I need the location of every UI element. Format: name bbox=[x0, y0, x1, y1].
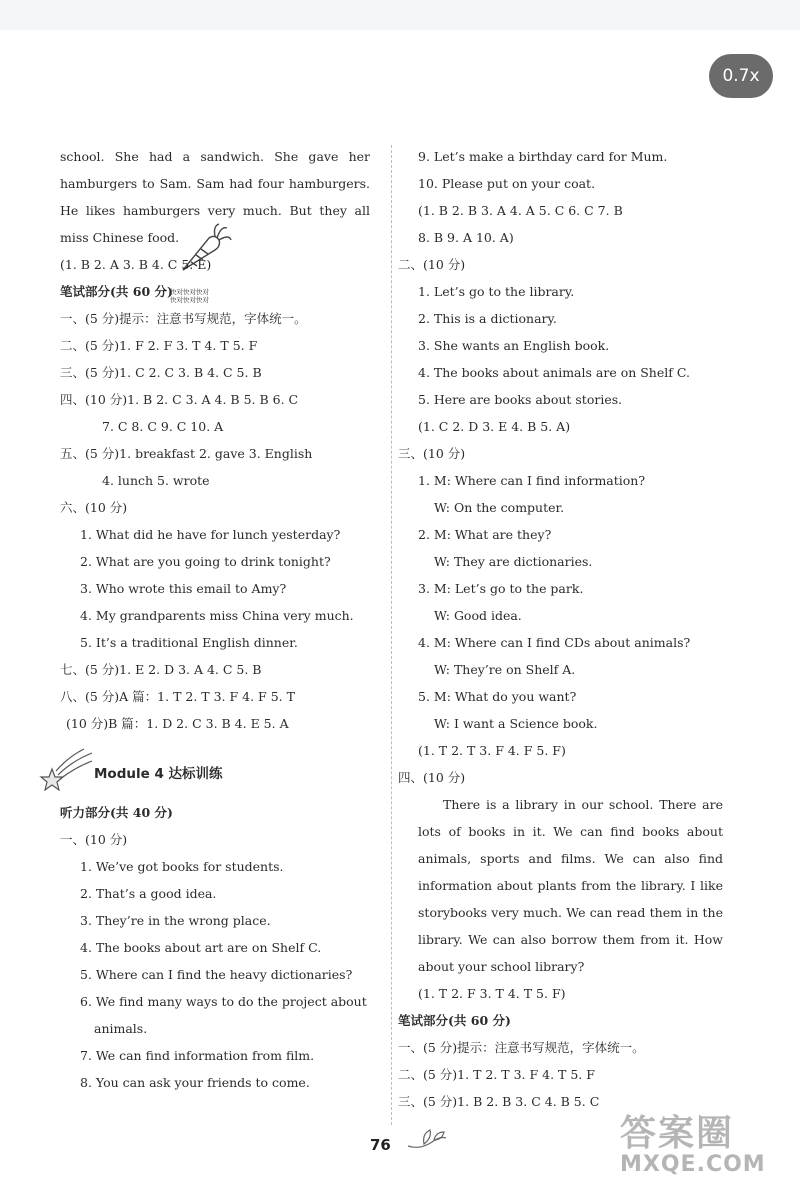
answer-line: (1. T 2. F 3. T 4. T 5. F) bbox=[418, 986, 566, 1001]
dialogue-w: W: I want a Science book. bbox=[434, 716, 598, 731]
answer-line: 二、(10 分) bbox=[398, 257, 466, 272]
answer-line: (1. B 2. A 3. B 4. C 5. E) bbox=[60, 257, 212, 272]
section-heading: 听力部分(共 40 分) bbox=[60, 805, 173, 820]
dialogue-w: W: They are dictionaries. bbox=[434, 554, 593, 569]
answer-line: (1. B 2. B 3. A 4. A 5. C 6. C 7. B bbox=[418, 203, 623, 218]
column-divider bbox=[391, 145, 393, 1125]
listening-item: 5. Where can I find the heavy dictionaries? bbox=[80, 967, 353, 982]
section-heading: 笔试部分(共 60 分) bbox=[60, 284, 173, 299]
answer-line: 三、(5 分)1. C 2. C 3. B 4. C 5. B bbox=[60, 365, 262, 380]
right-column bbox=[398, 143, 723, 1115]
reading-passage: There is a library in our school. There are lots of books in it. We can find books about animals, sports and films. We can also find information about plants from the library. I like storybooks very much. We can read them in the library. We can also borrow them from it. How about your school library? bbox=[418, 797, 723, 974]
left-column bbox=[60, 143, 370, 1096]
answer-line: 二、(5 分)1. F 2. F 3. T 4. T 5. F bbox=[60, 338, 258, 353]
module-title bbox=[60, 745, 370, 799]
sentence-item: 2. What are you going to drink tonight? bbox=[80, 554, 331, 569]
listening-item: 1. We’ve got books for students. bbox=[80, 859, 284, 874]
listening-item: 4. The books about art are on Shelf C. bbox=[80, 940, 322, 955]
sentence-item: 3. Who wrote this email to Amy? bbox=[80, 581, 287, 596]
sentence-item: 5. It’s a traditional English dinner. bbox=[80, 635, 298, 650]
listening-item: 2. That’s a good idea. bbox=[80, 886, 217, 901]
listening-item: 7. We can find information from film. bbox=[80, 1048, 315, 1063]
section-heading: 笔试部分(共 60 分) bbox=[398, 1013, 511, 1028]
answer-line: 一、(5 分)提示：注意书写规范，字体统一。 bbox=[398, 1040, 645, 1055]
answer-line: (1. C 2. D 3. E 4. B 5. A) bbox=[418, 419, 571, 434]
listening-item: 6. We find many ways to do the project about bbox=[80, 994, 367, 1009]
text-line: miss Chinese food. bbox=[60, 230, 180, 245]
listening-item: 8. You can ask your friends to come. bbox=[80, 1075, 310, 1090]
listening-item: 10. Please put on your coat. bbox=[418, 176, 596, 191]
watermark bbox=[620, 1105, 766, 1177]
answer-line: 三、(10 分) bbox=[398, 446, 466, 461]
carrot-note: 快对快对快对 快对快对快对 bbox=[170, 288, 209, 304]
dialogue-m: 1. M: Where can I find information? bbox=[418, 473, 646, 488]
answer-line: (10 分)B 篇：1. D 2. C 3. B 4. E 5. A bbox=[66, 716, 289, 731]
sentence-item: 1. What did he have for lunch yesterday? bbox=[80, 527, 341, 542]
answer-line: 8. B 9. A 10. A) bbox=[418, 230, 514, 245]
text-line: He likes hamburgers very much. But they all bbox=[60, 203, 370, 218]
module-title-text: Module 4 达标训练 bbox=[94, 766, 223, 782]
playback-speed-badge[interactable]: 0.7x bbox=[709, 54, 773, 98]
leaf-decoration-icon bbox=[406, 1126, 448, 1154]
answer-line: 五、(5 分)1. breakfast 2. gave 3. English bbox=[60, 446, 313, 461]
answer-line: 四、(10 分)1. B 2. C 3. A 4. B 5. B 6. C bbox=[60, 392, 299, 407]
answer-line: 三、(5 分)1. B 2. B 3. C 4. B 5. C bbox=[398, 1094, 600, 1109]
answer-line: (1. T 2. T 3. F 4. F 5. F) bbox=[418, 743, 566, 758]
answer-line: 六、(10 分) bbox=[60, 500, 128, 515]
dialogue-w: W: On the computer. bbox=[434, 500, 565, 515]
text-line: school. She had a sandwich. She gave her bbox=[60, 149, 370, 164]
listening-item: 5. Here are books about stories. bbox=[418, 392, 623, 407]
page-number: 76 bbox=[370, 1136, 391, 1154]
dialogue-m: 5. M: What do you want? bbox=[418, 689, 577, 704]
answer-line: 二、(5 分)1. T 2. T 3. F 4. T 5. F bbox=[398, 1067, 595, 1082]
answer-line: 7. C 8. C 9. C 10. A bbox=[102, 419, 224, 434]
top-bar bbox=[0, 0, 800, 30]
listening-item: 3. She wants an English book. bbox=[418, 338, 610, 353]
listening-item: 4. The books about animals are on Shelf C. bbox=[418, 365, 690, 380]
shooting-star-icon bbox=[38, 747, 94, 791]
watermark-url: MXQE.COM bbox=[620, 1152, 766, 1177]
answer-line: 四、(10 分) bbox=[398, 770, 466, 785]
dialogue-m: 3. M: Let’s go to the park. bbox=[418, 581, 584, 596]
text-line: hamburgers to Sam. Sam had four hamburgers. bbox=[60, 176, 370, 191]
sentence-item: 4. My grandparents miss China very much. bbox=[80, 608, 354, 623]
answer-line: 八、(5 分)A 篇：1. T 2. T 3. F 4. F 5. T bbox=[60, 689, 295, 704]
listening-item-cont: animals. bbox=[94, 1021, 148, 1036]
listening-item: 3. They’re in the wrong place. bbox=[80, 913, 271, 928]
listening-item: 1. Let’s go to the library. bbox=[418, 284, 575, 299]
dialogue-m: 2. M: What are they? bbox=[418, 527, 552, 542]
answer-line: 一、(5 分)提示：注意书写规范，字体统一。 bbox=[60, 311, 307, 326]
answer-line: 七、(5 分)1. E 2. D 3. A 4. C 5. B bbox=[60, 662, 262, 677]
answer-line: 一、(10 分) bbox=[60, 832, 128, 847]
listening-item: 9. Let’s make a birthday card for Mum. bbox=[418, 149, 668, 164]
watermark-brand: 答案圈 bbox=[620, 1113, 735, 1154]
dialogue-m: 4. M: Where can I find CDs about animals? bbox=[418, 635, 691, 650]
dialogue-w: W: They’re on Shelf A. bbox=[434, 662, 576, 677]
passage-continued bbox=[60, 143, 370, 251]
listening-item: 2. This is a dictionary. bbox=[418, 311, 557, 326]
dialogue-w: W: Good idea. bbox=[434, 608, 522, 623]
answer-line: 4. lunch 5. wrote bbox=[102, 473, 210, 488]
